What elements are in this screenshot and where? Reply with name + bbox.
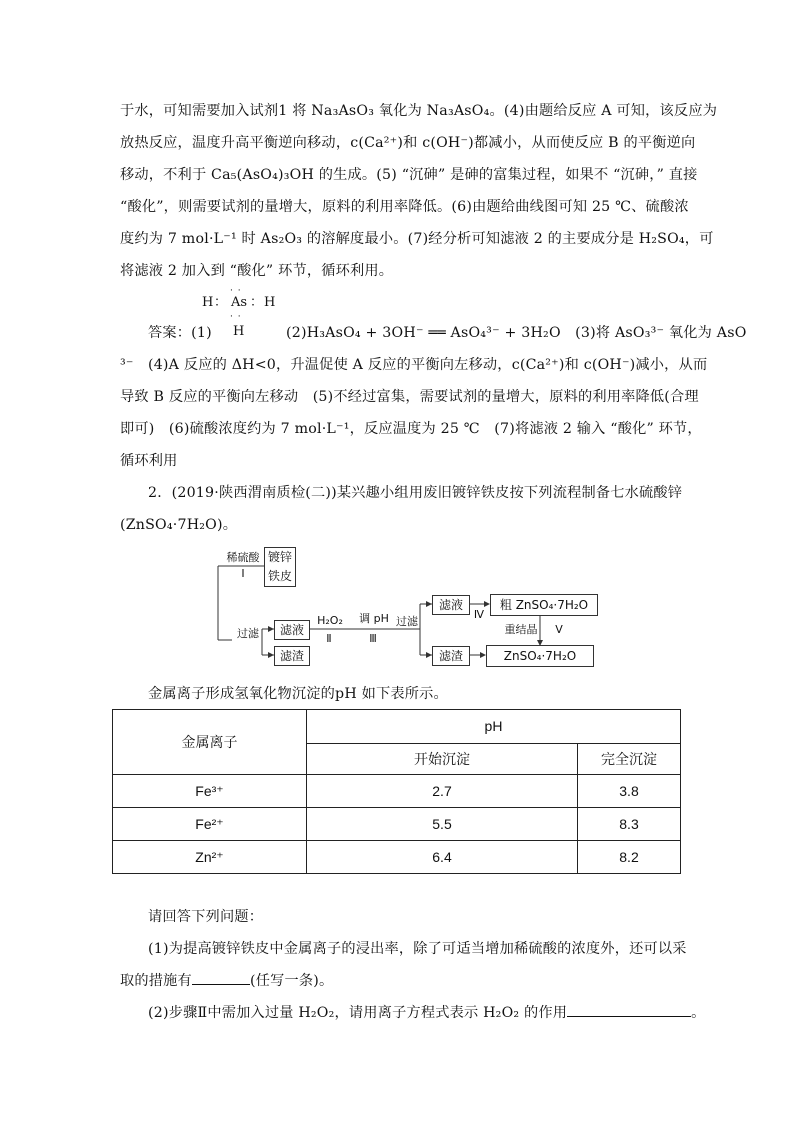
header-start-precip: 开始沉淀 bbox=[307, 743, 578, 774]
step4-number: Ⅳ bbox=[473, 608, 485, 621]
answer-blank[interactable] bbox=[192, 970, 250, 985]
answer-line: 即可) (6)硫酸浓度约为 7 mol·L⁻¹，反应温度为 25 ℃ (7)将滤液 2 输入 “酸化” 环节， bbox=[120, 421, 702, 437]
cell-ion: Fe³⁺ bbox=[113, 775, 307, 808]
step3-number: Ⅲ bbox=[369, 632, 377, 645]
atom-h-right: H bbox=[264, 295, 276, 310]
table-row bbox=[113, 808, 681, 841]
question-2-stem: 2．(2019·陕西渭南质检(二))某兴趣小组用废旧镀锌铁皮按下列流程制备七水硫酸锌 bbox=[148, 485, 683, 501]
text-line: 度约为 7 mol·L⁻¹ 时 As₂O₃ 的溶解度最小。(7)经分析可知滤液 2 的主要成分是 H₂SO₄，可 bbox=[120, 231, 714, 247]
question-2-stem: (ZnSO₄·7H₂O)。 bbox=[120, 517, 238, 533]
header-complete-precip: 完全沉淀 bbox=[578, 743, 681, 774]
raw-material-box bbox=[264, 547, 296, 587]
filtrate2-box: 滤液 bbox=[432, 595, 470, 615]
text-line: 将滤液 2 加入到 “酸化” 环节，循环利用。 bbox=[120, 263, 394, 279]
residue2-box: 滤渣 bbox=[432, 646, 470, 666]
filtrate1-box: 滤液 bbox=[274, 620, 310, 640]
cell-complete: 8.2 bbox=[578, 841, 681, 874]
step2-reagent: H₂O₂ bbox=[317, 614, 343, 627]
filter1-label: 过滤 bbox=[237, 627, 259, 640]
filter2-label: 过滤 bbox=[396, 615, 418, 628]
precipitation-ph-table bbox=[112, 709, 681, 874]
step5-number: Ⅴ bbox=[555, 623, 563, 636]
cell-complete: 8.3 bbox=[578, 808, 681, 841]
raw-material-line: 镀锌 bbox=[267, 550, 292, 564]
atom-as: As bbox=[231, 295, 248, 310]
text-line: 于水，可知需要加入试剂1 将 Na₃AsO₃ 氧化为 Na₃AsO₄。(4)由题给反应 A 可知，该反应为 bbox=[120, 103, 718, 119]
step3-reagent: 调 pH bbox=[359, 612, 389, 625]
bond-pair-dots: · · bbox=[230, 312, 242, 322]
question-1-text: 取的措施有 bbox=[120, 973, 192, 989]
atom-h-bottom: H bbox=[233, 324, 245, 339]
crude-product-box: 粗 ZnSO₄·7H₂O bbox=[490, 594, 598, 616]
question-1-cont bbox=[120, 970, 680, 991]
text-line: 移动，不利于 Ca₅(AsO₄)₃OH 的生成。(5) “沉砷” 是砷的富集过程，如果不 “沉砷，” 直接 bbox=[120, 167, 698, 183]
step1-reagent: 稀硫酸 bbox=[226, 551, 260, 564]
cell-complete: 3.8 bbox=[578, 775, 681, 808]
text-line: 放热反应，温度升高平衡逆向移动，c(Ca²⁺)和 c(OH⁻)都减小，从而使反应 B 的平衡逆向 bbox=[120, 135, 696, 151]
final-product-box: ZnSO₄·7H₂O bbox=[486, 645, 594, 667]
step2-number: Ⅱ bbox=[326, 632, 332, 645]
cell-ion: Zn²⁺ bbox=[113, 841, 307, 874]
cell-ion: Fe²⁺ bbox=[113, 808, 307, 841]
question-1-text: (任写一条)。 bbox=[249, 973, 334, 989]
table-row bbox=[113, 775, 681, 808]
header-ph: pH bbox=[307, 710, 681, 744]
answer-line: 循环利用 bbox=[120, 453, 178, 469]
recrystallize-label: 重结晶 bbox=[504, 623, 538, 636]
lone-pair-dots: · · bbox=[230, 286, 242, 296]
residue1-box: 滤渣 bbox=[274, 646, 310, 666]
question-2 bbox=[148, 1002, 706, 1023]
questions-intro: 请回答下列问题： bbox=[148, 909, 264, 925]
bond-pair: ： bbox=[214, 295, 228, 310]
question-2-text: 。 bbox=[691, 1005, 706, 1021]
cell-start: 2.7 bbox=[307, 775, 578, 808]
cell-start: 5.5 bbox=[307, 808, 578, 841]
step1-number: Ⅰ bbox=[241, 567, 245, 580]
text-line: “酸化”，则需要试剂的量增大，原料的利用率降低。(6)由题给曲线图可知 25 ℃、硫酸浓 bbox=[120, 199, 689, 215]
question-1: (1)为提高镀锌铁皮中金属离子的浸出率，除了可适当增加稀硫酸的浓度外，还可以采 bbox=[148, 941, 687, 957]
atom-h-left: H bbox=[202, 295, 214, 310]
table-row bbox=[113, 841, 681, 874]
question-2-text: (2)步骤Ⅱ中需加入过量 H₂O₂，请用离子方程式表示 H₂O₂ 的作用 bbox=[148, 1005, 568, 1021]
answer-label: 答案：(1) bbox=[148, 325, 212, 341]
header-metal-ion: 金属离子 bbox=[113, 710, 307, 775]
bond-pair: ： bbox=[250, 295, 264, 310]
table-caption: 金属离子形成氢氧化物沉淀的pH 如下表所示。 bbox=[148, 686, 448, 702]
answer-line: 导致 B 反应的平衡向左移动 (5)不经过富集，需要试剂的量增大，原料的利用率降低(合理 bbox=[120, 389, 699, 405]
cell-start: 6.4 bbox=[307, 841, 578, 874]
answer-blank[interactable] bbox=[567, 1002, 691, 1017]
answer-line: (2)H₃AsO₄ + 3OH⁻ ══ AsO₄³⁻ + 3H₂O (3)将 AsO₃³⁻ 氧化为 AsO bbox=[286, 325, 747, 341]
answer-line: ³⁻ (4)A 反应的 ΔH<0，升温促使 A 反应的平衡向左移动，c(Ca²⁺)和 c(OH⁻)减小，从而 bbox=[120, 357, 708, 373]
raw-material-line: 铁皮 bbox=[267, 569, 292, 583]
